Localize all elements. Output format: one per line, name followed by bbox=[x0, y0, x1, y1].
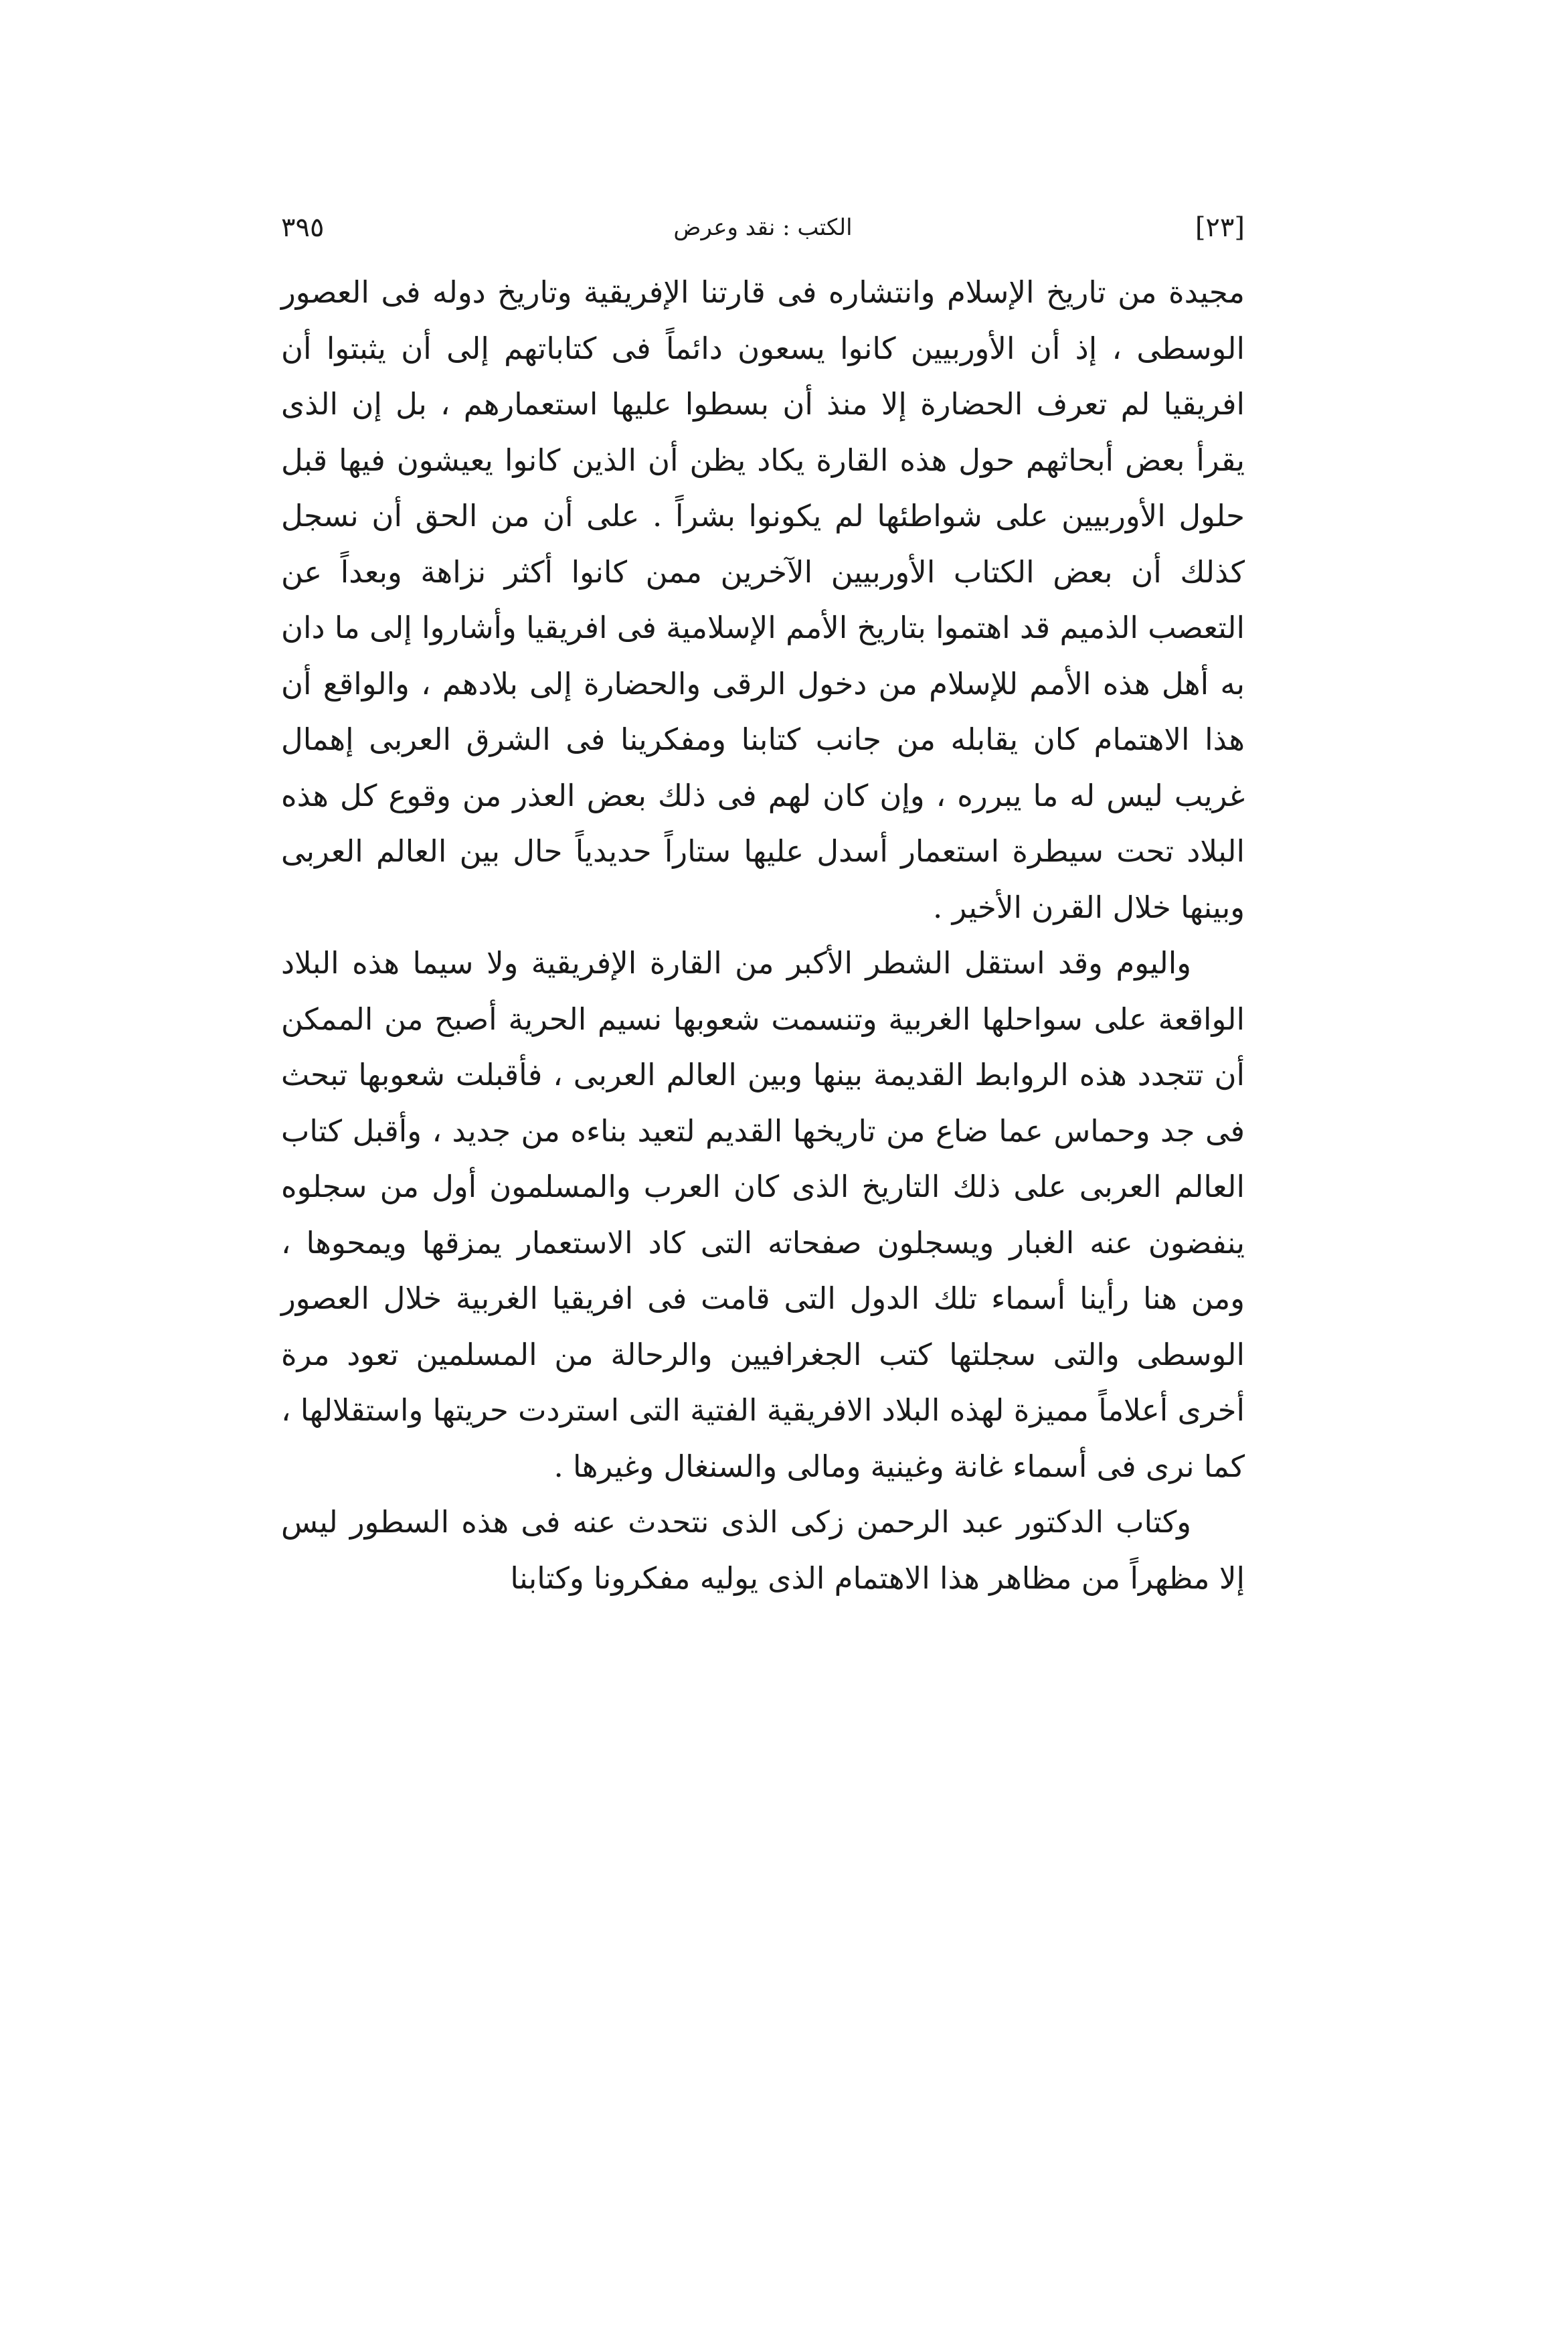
paragraph-1: مجيدة من تاريخ الإسلام وانتشاره فى قارتنا الإفريقية وتاريخ دوله فى العصور الوسطى ، إذ أن الأوربيين كانوا يسعون دائماً فى كتاباتهم إلى أن يثبتوا أن افريقيا لم تعرف الحضارة إلا منذ أن بسطوا عليها استعمارهم ، بل إن الذى يقرأ بعض أبحاثهم حول هذه القارة يكاد يظن أن الذين كانوا يعيشون فيها قبل حلول الأوربيين على شواطئها لم يكونوا بشراً . على أن من الحق أن نسجل كذلك أن بعض الكتاب الأوربيين الآخرين ممن كانوا أكثر نزاهة وبعداً عن التعصب الذميم قد اهتموا بتاريخ الأمم الإسلامية فى افريقيا وأشاروا إلى ما دان به أهل هذه الأمم للإسلام من دخول الرقى والحضارة إلى بلادهم ، والواقع أن هذا الاهتمام كان يقابله من جانب كتابنا ومفكرينا فى الشرق العربى إهمال غريب ليس له ما يبرره ، وإن كان لهم فى ذلك بعض العذر من وقوع كل هذه البلاد تحت سيطرة استعمار أسدل عليها ستاراً حديدياً حال بين العالم العربى وبينها خلال القرن الأخير . bbox=[281, 274, 1245, 925]
paragraph-3: وكتاب الدكتور عبد الرحمن زكى الذى نتحدث عنه فى هذه السطور ليس إلا مظهراً من مظاهر هذا الاهتمام الذى يوليه مفكرونا وكتابنا bbox=[281, 1504, 1245, 1596]
page-number: ٣٩٥ bbox=[281, 212, 325, 243]
running-title: الكتب : نقد وعرض bbox=[673, 214, 853, 241]
paragraph-2: واليوم وقد استقل الشطر الأكبر من القارة الإفريقية ولا سيما هذه البلاد الواقعة على سواحلها الغربية وتنسمت شعوبها نسيم الحرية أصبح من الممكن أن تتجدد هذه الروابط القديمة بينها وبين العالم العربى ، فأقبلت شعوبها تبحث فى جد وحماس عما ضاع من تاريخها القديم لتعيد بناءه من جديد ، وأقبل كتاب العالم العربى على ذلك التاريخ الذى كان العرب والمسلمون أول من سجلوه ينفضون عنه الغبار ويسجلون صفحاته التى كاد الاستعمار يمزقها ويمحوها ، ومن هنا رأينا أسماء تلك الدول التى قامت فى افريقيا الغربية خلال العصور الوسطى والتى سجلتها كتب الجغرافيين والرحالة من المسلمين تعود مرة أخرى أعلاماً مميزة لهذه البلاد الافريقية الفتية التى استردت حريتها واستقلالها ، كما نرى فى أسماء غانة وغينية ومالى والسنغال وغيرها . bbox=[281, 945, 1245, 1484]
section-mark: [٢٣] bbox=[1195, 212, 1245, 243]
page-header bbox=[281, 201, 1245, 254]
body-text bbox=[281, 264, 1245, 1606]
